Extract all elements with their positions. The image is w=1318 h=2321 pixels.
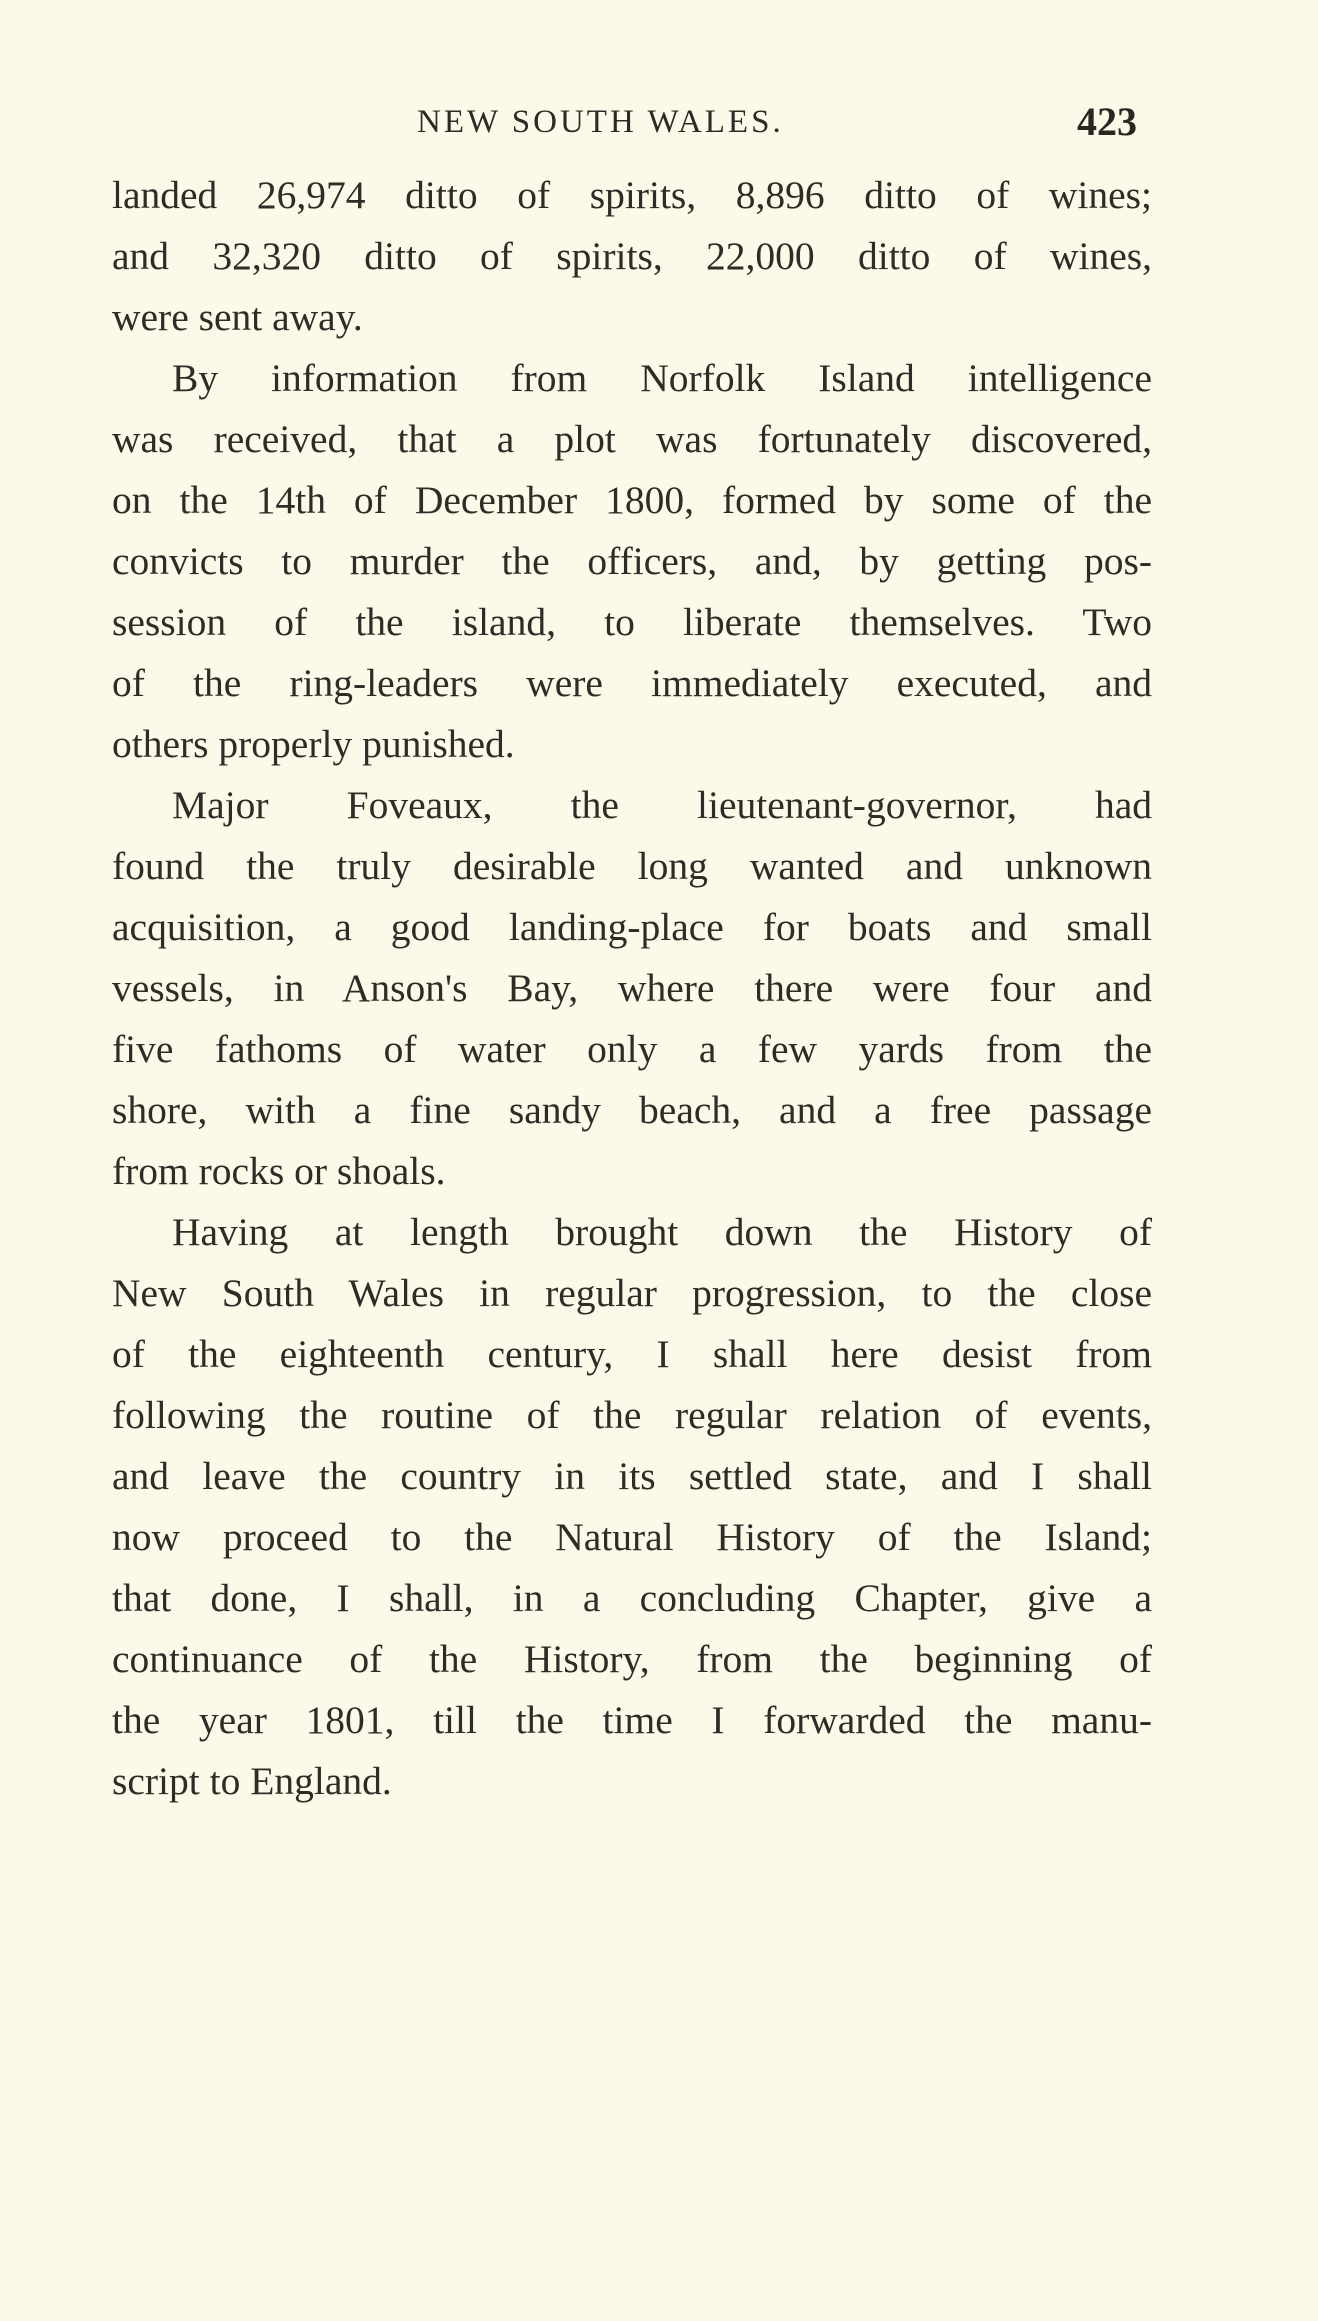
text-line: the year 1801, till the time I forwarded the manu- [112, 1698, 1152, 1742]
paragraph-first-line: Having at length brought down the History of [172, 1210, 1152, 1254]
text-line: now proceed to the Natural History of the Island; [112, 1515, 1152, 1559]
text-line: script to England. [112, 1759, 392, 1803]
text-line: acquisition, a good landing-place for boats and small [112, 905, 1152, 949]
text-line: from rocks or shoals. [112, 1149, 446, 1193]
text-line: of the eighteenth century, I shall here desist from [112, 1332, 1152, 1376]
page-number: 423 [1077, 99, 1137, 144]
text-line: others properly punished. [112, 722, 515, 766]
paragraph-first-line: By information from Norfolk Island intelligence [172, 356, 1152, 400]
text-line: five fathoms of water only a few yards from the [112, 1027, 1152, 1071]
running-head: NEW SOUTH WALES. [417, 104, 784, 140]
text-line: landed 26,974 ditto of spirits, 8,896 ditto of wines; [112, 173, 1152, 217]
text-line: session of the island, to liberate themselves. Two [112, 600, 1152, 644]
text-line: New South Wales in regular progression, to the close [112, 1271, 1152, 1315]
text-line: of the ring-leaders were immediately executed, and [112, 661, 1152, 705]
text-line: convicts to murder the officers, and, by getting pos- [112, 539, 1152, 583]
text-line: vessels, in Anson's Bay, where there were four and [112, 966, 1152, 1010]
text-line: following the routine of the regular relation of events, [112, 1393, 1152, 1437]
text-line: and 32,320 ditto of spirits, 22,000 ditto of wines, [112, 234, 1152, 278]
text-line: on the 14th of December 1800, formed by some of the [112, 478, 1152, 522]
page-header [112, 96, 1137, 156]
text-line: found the truly desirable long wanted and unknown [112, 844, 1152, 888]
text-line: shore, with a fine sandy beach, and a free passage [112, 1088, 1152, 1132]
text-line: were sent away. [112, 295, 363, 339]
text-line: continuance of the History, from the beginning of [112, 1637, 1152, 1681]
text-line: that done, I shall, in a concluding Chapter, give a [112, 1576, 1152, 1620]
body-text [112, 165, 1152, 1812]
text-line: and leave the country in its settled state, and I shall [112, 1454, 1152, 1498]
paragraph-first-line: Major Foveaux, the lieutenant-governor, had [172, 783, 1152, 827]
text-line: was received, that a plot was fortunately discovered, [112, 417, 1152, 461]
